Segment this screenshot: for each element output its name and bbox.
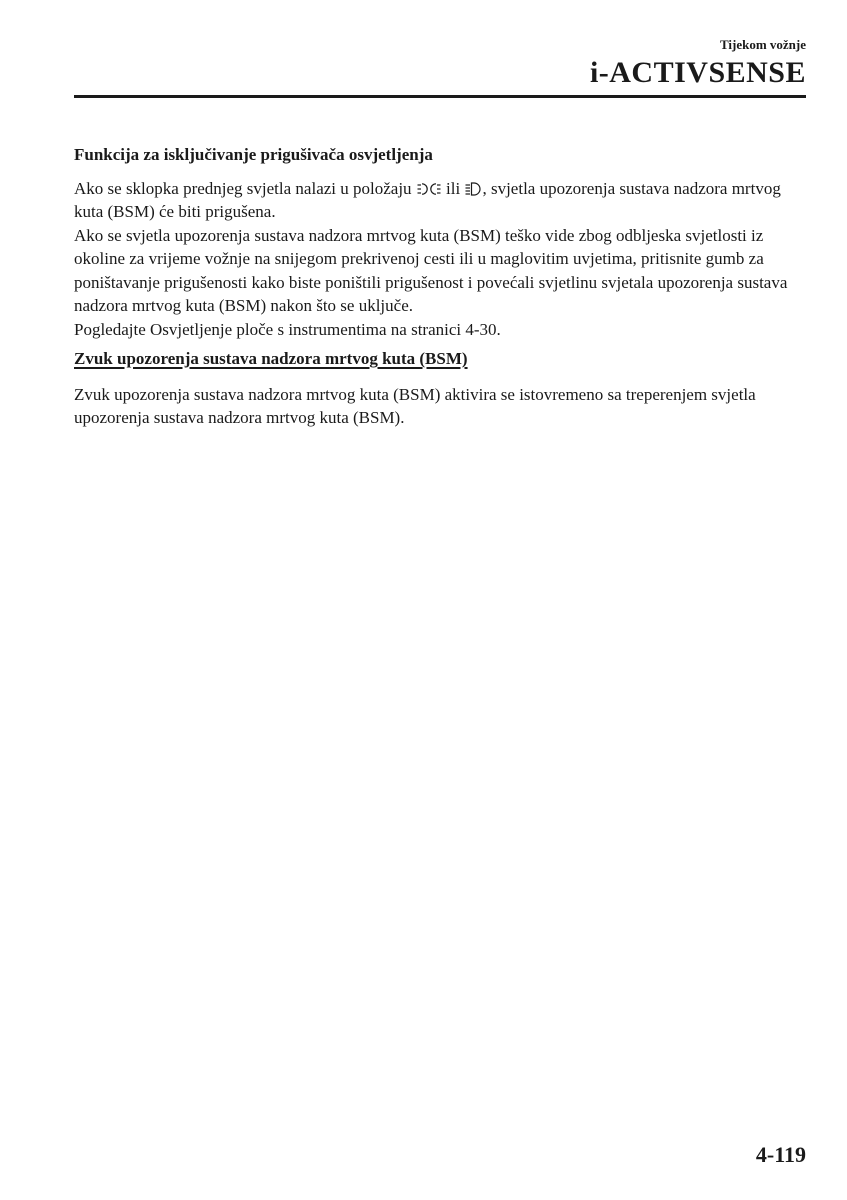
page-header: [74, 36, 806, 90]
warning-sound-heading: Zvuk upozorenja sustava nadzora mrtvog kuta (BSM): [74, 349, 468, 368]
dimmer-paragraph-1-text-c: , svjetla upozorenja sustava nadzora mrtvog kuta (BSM) će biti prigušena.: [74, 178, 781, 221]
section-label: Tijekom vožnje: [719, 37, 806, 52]
main-content: [74, 143, 809, 430]
dimmer-paragraph-3: Pogledajte Osvjetljenje ploče s instrumentima na stranici 4-30.: [74, 319, 501, 339]
headlight-low-beam-icon: [465, 182, 481, 196]
dimmer-paragraph-2: Ako se svjetla upozorenja sustava nadzora mrtvog kuta (BSM) teško vide zbog odbljeska svjetlosti iz okoline za vrijeme vožnje na snijegom prekrivenoj cesti ili u maglovitim uvjetima, pritisnite gumb za poništavanje prigušenosti kako biste poništili prigušenost i povećali svjetlinu svjetala upozorenja sustava nadzora mrtvog kuta (BSM) nakon što se uključe.: [74, 225, 788, 315]
dimmer-paragraph-1: [74, 177, 809, 224]
page-number: 4-119: [755, 1142, 806, 1167]
page-title: i-ACTIVSENSE: [589, 56, 806, 89]
dimmer-paragraph-1-text-a: Ako se sklopka prednjeg svjetla nalazi u položaju: [74, 178, 412, 198]
header-divider: [74, 95, 806, 98]
dimmer-cancel-heading: Funkcija za isključivanje prigušivača osvjetljenja: [74, 145, 433, 164]
dimmer-paragraph-1-text-b: ili: [446, 178, 461, 198]
parking-lights-icon: [417, 182, 441, 196]
warning-sound-paragraph: Zvuk upozorenja sustava nadzora mrtvog kuta (BSM) aktivira se istovremeno sa treperenjem svjetla upozorenja sustava nadzora mrtvog kuta (BSM).: [74, 384, 756, 427]
